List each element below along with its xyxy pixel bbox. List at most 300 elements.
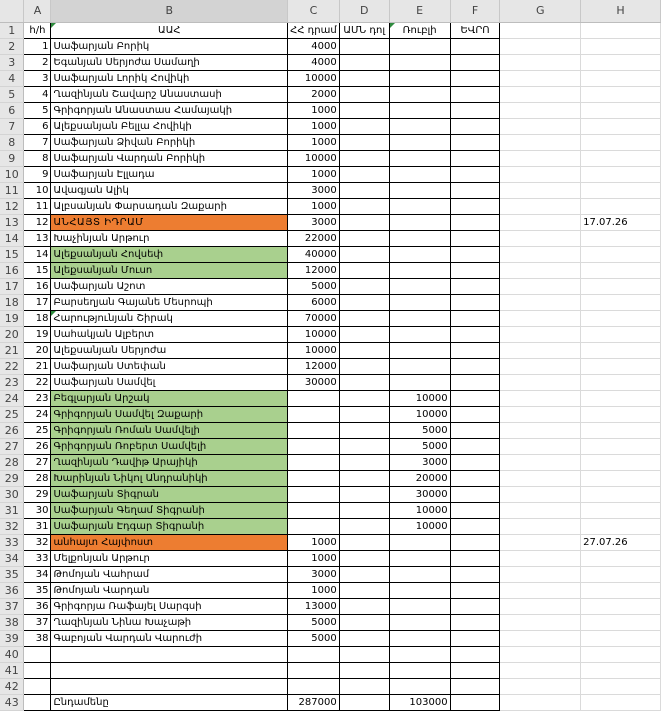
row-number[interactable]: 21 — [0, 342, 24, 358]
cell-eur[interactable] — [450, 54, 500, 70]
cell-date[interactable] — [581, 614, 661, 630]
cell-date[interactable] — [581, 278, 661, 294]
cell-name[interactable]: Բեգլարյան Արշակ — [51, 390, 288, 406]
row-number[interactable]: 13 — [0, 214, 24, 230]
cell-usd[interactable] — [339, 294, 389, 310]
cell-amd[interactable]: 22000 — [288, 230, 340, 246]
cell-date[interactable] — [581, 422, 661, 438]
cell[interactable] — [450, 678, 500, 694]
cell-amd[interactable] — [288, 502, 340, 518]
cell-amd[interactable]: 1000 — [288, 582, 340, 598]
cell-eur[interactable] — [450, 230, 500, 246]
cell-usd[interactable] — [339, 326, 389, 342]
cell-rub[interactable]: 10000 — [389, 502, 450, 518]
cell[interactable] — [500, 358, 581, 374]
cell-date[interactable] — [581, 134, 661, 150]
cell-usd[interactable] — [339, 454, 389, 470]
row-number[interactable]: 40 — [0, 646, 24, 662]
total-amd[interactable]: 287000 — [288, 694, 340, 710]
cell-name[interactable]: Ալեքսանյան Սերյոժա — [51, 342, 288, 358]
row-number[interactable]: 15 — [0, 246, 24, 262]
cell-rub[interactable] — [389, 214, 450, 230]
cell-usd[interactable] — [339, 342, 389, 358]
cell-rub[interactable] — [389, 310, 450, 326]
row-number[interactable]: 30 — [0, 486, 24, 502]
cell-amd[interactable]: 70000 — [288, 310, 340, 326]
row-number[interactable]: 34 — [0, 550, 24, 566]
cell[interactable] — [500, 550, 581, 566]
cell-rub[interactable]: 10000 — [389, 406, 450, 422]
row-number[interactable]: 19 — [0, 310, 24, 326]
column-header-b[interactable]: B — [51, 0, 288, 22]
cell[interactable] — [500, 470, 581, 486]
cell[interactable] — [581, 694, 661, 710]
cell-usd[interactable] — [339, 582, 389, 598]
cell-name[interactable]: Սահակյան Ալբերտ — [51, 326, 288, 342]
cell-eur[interactable] — [450, 550, 500, 566]
cell[interactable] — [500, 406, 581, 422]
cell[interactable] — [24, 646, 51, 662]
cell-number[interactable]: 4 — [24, 86, 51, 102]
cell-number[interactable]: 28 — [24, 470, 51, 486]
row-number[interactable]: 36 — [0, 582, 24, 598]
cell[interactable] — [288, 662, 340, 678]
cell-name[interactable]: Սաֆարյան Սամվել — [51, 374, 288, 390]
cell[interactable] — [500, 582, 581, 598]
cell-amd[interactable]: 10000 — [288, 150, 340, 166]
cell-date[interactable] — [581, 358, 661, 374]
cell-name[interactable]: Թոմոյան Վահրամ — [51, 566, 288, 582]
cell[interactable] — [500, 326, 581, 342]
cell-name[interactable]: Թոմոյան Վարդան — [51, 582, 288, 598]
cell-number[interactable]: 16 — [24, 278, 51, 294]
cell-amd[interactable]: 12000 — [288, 358, 340, 374]
cell-date[interactable] — [581, 502, 661, 518]
cell-rub[interactable] — [389, 54, 450, 70]
cell-usd[interactable] — [339, 86, 389, 102]
cell-amd[interactable]: 10000 — [288, 342, 340, 358]
cell-name[interactable]: Խարինյան Նիկոլ Անդրանիկի — [51, 470, 288, 486]
header-cell-name[interactable]: ԱԱՀ — [51, 22, 288, 38]
cell-name[interactable]: Ալեքսանյան Հովսեփ — [51, 246, 288, 262]
column-header-c[interactable]: C — [288, 0, 340, 22]
cell[interactable] — [500, 150, 581, 166]
cell-number[interactable]: 5 — [24, 102, 51, 118]
row-number[interactable]: 24 — [0, 390, 24, 406]
cell-date[interactable] — [581, 230, 661, 246]
cell-number[interactable]: 25 — [24, 422, 51, 438]
cell[interactable] — [500, 38, 581, 54]
cell-date[interactable]: 27.07.26 — [581, 534, 661, 550]
row-number[interactable]: 3 — [0, 54, 24, 70]
column-header-f[interactable]: F — [450, 0, 500, 22]
cell-name[interactable]: Սաֆարյան Գեղամ Տիգրանի — [51, 502, 288, 518]
cell-eur[interactable] — [450, 502, 500, 518]
cell-amd[interactable] — [288, 454, 340, 470]
cell-date[interactable] — [581, 598, 661, 614]
cell-number[interactable]: 12 — [24, 214, 51, 230]
row-number[interactable]: 39 — [0, 630, 24, 646]
row-number[interactable]: 28 — [0, 454, 24, 470]
cell-rub[interactable] — [389, 198, 450, 214]
cell-usd[interactable] — [339, 118, 389, 134]
cell-number[interactable]: 17 — [24, 294, 51, 310]
cell[interactable] — [500, 422, 581, 438]
row-number[interactable]: 25 — [0, 406, 24, 422]
header-cell-amd[interactable]: ՀՀ դրամ — [288, 22, 340, 38]
cell-name[interactable]: Ավագյան Ալիկ — [51, 182, 288, 198]
row-number[interactable]: 35 — [0, 566, 24, 582]
cell-number[interactable]: 10 — [24, 182, 51, 198]
cell-rub[interactable] — [389, 614, 450, 630]
cell-name[interactable]: ԱՆՀԱՅՏ ԻԴՐԱՄ — [51, 214, 288, 230]
column-header-e[interactable]: E — [389, 0, 450, 22]
cell-usd[interactable] — [339, 486, 389, 502]
cell-date[interactable] — [581, 86, 661, 102]
cell-name[interactable]: Սաֆարյան Էդգար Տիգրանի — [51, 518, 288, 534]
cell-amd[interactable] — [288, 486, 340, 502]
cell-eur[interactable] — [450, 214, 500, 230]
cell-amd[interactable] — [288, 390, 340, 406]
cell-name[interactable]: Սաֆարյան Ստեփան — [51, 358, 288, 374]
cell-date[interactable] — [581, 70, 661, 86]
cell[interactable] — [339, 678, 389, 694]
cell-date[interactable] — [581, 550, 661, 566]
cell-usd[interactable] — [339, 550, 389, 566]
cell-usd[interactable] — [339, 278, 389, 294]
cell-eur[interactable] — [450, 614, 500, 630]
cell[interactable] — [500, 374, 581, 390]
cell-eur[interactable] — [450, 262, 500, 278]
cell-rub[interactable]: 5000 — [389, 422, 450, 438]
cell-name[interactable]: Ալբսանյան Փարսադան Զաքարի — [51, 198, 288, 214]
cell-rub[interactable]: 30000 — [389, 486, 450, 502]
cell-rub[interactable] — [389, 166, 450, 182]
cell-amd[interactable]: 3000 — [288, 182, 340, 198]
cell-date[interactable] — [581, 54, 661, 70]
cell-rub[interactable] — [389, 566, 450, 582]
cell[interactable] — [339, 694, 389, 710]
cell-eur[interactable] — [450, 358, 500, 374]
cell[interactable] — [51, 662, 288, 678]
cell[interactable] — [500, 614, 581, 630]
cell-usd[interactable] — [339, 214, 389, 230]
row-number[interactable]: 22 — [0, 358, 24, 374]
cell[interactable] — [389, 646, 450, 662]
cell-amd[interactable] — [288, 518, 340, 534]
cell[interactable] — [581, 662, 661, 678]
cell-number[interactable]: 24 — [24, 406, 51, 422]
cell-rub[interactable]: 20000 — [389, 470, 450, 486]
cell-rub[interactable] — [389, 246, 450, 262]
cell-name[interactable]: Գրիգորյան Ռոբերտ Սամվելի — [51, 438, 288, 454]
cell[interactable] — [500, 214, 581, 230]
cell-amd[interactable] — [288, 422, 340, 438]
cell-eur[interactable] — [450, 518, 500, 534]
cell[interactable] — [500, 534, 581, 550]
row-number[interactable]: 17 — [0, 278, 24, 294]
cell-number[interactable]: 26 — [24, 438, 51, 454]
cell-name[interactable]: Սաֆարյան Տիգրան — [51, 486, 288, 502]
cell-usd[interactable] — [339, 614, 389, 630]
cell[interactable] — [389, 662, 450, 678]
cell-date[interactable] — [581, 262, 661, 278]
cell[interactable] — [288, 678, 340, 694]
cell-name[interactable]: Հարությունյան Շիրակ — [51, 310, 288, 326]
cell-name[interactable]: Գաբոյան Վարդան Վարուժի — [51, 630, 288, 646]
cell[interactable] — [339, 662, 389, 678]
cell-amd[interactable] — [288, 406, 340, 422]
cell-number[interactable]: 9 — [24, 166, 51, 182]
cell-date[interactable] — [581, 246, 661, 262]
cell-amd[interactable]: 1000 — [288, 102, 340, 118]
cell-usd[interactable] — [339, 358, 389, 374]
cell-amd[interactable]: 6000 — [288, 294, 340, 310]
cell[interactable] — [389, 678, 450, 694]
cell[interactable] — [24, 694, 51, 710]
column-header-d[interactable]: D — [339, 0, 389, 22]
cell-rub[interactable] — [389, 598, 450, 614]
cell-name[interactable]: Ալեքսանյան Մուսո — [51, 262, 288, 278]
cell-rub[interactable] — [389, 118, 450, 134]
cell-number[interactable]: 18 — [24, 310, 51, 326]
cell[interactable] — [500, 102, 581, 118]
cell-amd[interactable] — [288, 470, 340, 486]
cell[interactable] — [500, 294, 581, 310]
cell-name[interactable]: Ղազինյան Շավարշ Անաստասի — [51, 86, 288, 102]
cell-eur[interactable] — [450, 38, 500, 54]
row-number[interactable]: 38 — [0, 614, 24, 630]
total-label[interactable]: Ընդամենը — [51, 694, 288, 710]
cell-date[interactable] — [581, 118, 661, 134]
row-number[interactable]: 18 — [0, 294, 24, 310]
cell-date[interactable] — [581, 342, 661, 358]
cell-date[interactable] — [581, 38, 661, 54]
cell-usd[interactable] — [339, 630, 389, 646]
cell-number[interactable]: 37 — [24, 614, 51, 630]
cell-eur[interactable] — [450, 598, 500, 614]
cell-date[interactable] — [581, 390, 661, 406]
cell-usd[interactable] — [339, 390, 389, 406]
cell-usd[interactable] — [339, 70, 389, 86]
cell-number[interactable]: 27 — [24, 454, 51, 470]
cell[interactable] — [500, 230, 581, 246]
cell-rub[interactable] — [389, 262, 450, 278]
cell-eur[interactable] — [450, 454, 500, 470]
cell-amd[interactable]: 1000 — [288, 550, 340, 566]
column-header-a[interactable]: A — [24, 0, 51, 22]
cell-date[interactable] — [581, 182, 661, 198]
row-number[interactable]: 12 — [0, 198, 24, 214]
cell-name[interactable]: Ղազինյան Նինա Խաչաթի — [51, 614, 288, 630]
cell-usd[interactable] — [339, 566, 389, 582]
cell-usd[interactable] — [339, 598, 389, 614]
header-cell-usd[interactable]: ԱՄՆ դոլ — [339, 22, 389, 38]
cell-usd[interactable] — [339, 198, 389, 214]
cell-eur[interactable] — [450, 390, 500, 406]
cell-usd[interactable] — [339, 518, 389, 534]
cell-rub[interactable] — [389, 534, 450, 550]
row-number[interactable]: 5 — [0, 86, 24, 102]
cell-date[interactable] — [581, 326, 661, 342]
cell[interactable] — [450, 646, 500, 662]
cell-date[interactable] — [581, 470, 661, 486]
row-number[interactable]: 4 — [0, 70, 24, 86]
cell[interactable] — [500, 662, 581, 678]
cell-usd[interactable] — [339, 150, 389, 166]
cell-rub[interactable] — [389, 134, 450, 150]
row-number[interactable]: 7 — [0, 118, 24, 134]
cell-number[interactable]: 15 — [24, 262, 51, 278]
cell-amd[interactable]: 4000 — [288, 54, 340, 70]
cell-usd[interactable] — [339, 502, 389, 518]
cell[interactable] — [500, 646, 581, 662]
cell-number[interactable]: 21 — [24, 358, 51, 374]
cell-usd[interactable] — [339, 246, 389, 262]
cell-number[interactable]: 7 — [24, 134, 51, 150]
cell-number[interactable]: 35 — [24, 582, 51, 598]
cell-amd[interactable]: 12000 — [288, 262, 340, 278]
cell-name[interactable]: Եգանյան Սերյոժա Սամաղի — [51, 54, 288, 70]
cell-eur[interactable] — [450, 182, 500, 198]
cell-number[interactable]: 33 — [24, 550, 51, 566]
cell-date[interactable]: 17.07.26 — [581, 214, 661, 230]
row-number[interactable]: 31 — [0, 502, 24, 518]
cell-amd[interactable]: 4000 — [288, 38, 340, 54]
cell-eur[interactable] — [450, 406, 500, 422]
header-cell-eur[interactable]: ԵՎՐՈ — [450, 22, 500, 38]
cell-number[interactable]: 29 — [24, 486, 51, 502]
row-number[interactable]: 33 — [0, 534, 24, 550]
cell-usd[interactable] — [339, 438, 389, 454]
cell-date[interactable] — [581, 486, 661, 502]
cell-eur[interactable] — [450, 150, 500, 166]
row-number[interactable]: 20 — [0, 326, 24, 342]
cell[interactable] — [500, 278, 581, 294]
header-cell-nn[interactable]: h/h — [24, 22, 51, 38]
cell[interactable] — [500, 70, 581, 86]
cell-eur[interactable] — [450, 294, 500, 310]
cell-number[interactable]: 30 — [24, 502, 51, 518]
cell[interactable] — [500, 694, 581, 710]
cell-rub[interactable] — [389, 182, 450, 198]
cell-amd[interactable]: 3000 — [288, 566, 340, 582]
row-number[interactable]: 8 — [0, 134, 24, 150]
cell-amd[interactable]: 13000 — [288, 598, 340, 614]
cell[interactable] — [581, 678, 661, 694]
select-all-corner[interactable] — [0, 0, 24, 22]
row-number[interactable]: 41 — [0, 662, 24, 678]
cell[interactable] — [24, 662, 51, 678]
cell-amd[interactable]: 5000 — [288, 614, 340, 630]
cell-name[interactable]: Սաֆարյան Վարդան Բորիկի — [51, 150, 288, 166]
cell-rub[interactable] — [389, 278, 450, 294]
cell-name[interactable]: Ղազինյան Դավիթ Արայիկի — [51, 454, 288, 470]
cell[interactable] — [288, 646, 340, 662]
cell[interactable] — [500, 598, 581, 614]
cell-usd[interactable] — [339, 134, 389, 150]
cell-date[interactable] — [581, 150, 661, 166]
cell-date[interactable] — [581, 166, 661, 182]
cell[interactable] — [500, 390, 581, 406]
cell-date[interactable] — [581, 438, 661, 454]
cell-amd[interactable]: 1000 — [288, 134, 340, 150]
cell-number[interactable]: 22 — [24, 374, 51, 390]
cell-eur[interactable] — [450, 374, 500, 390]
row-number[interactable]: 32 — [0, 518, 24, 534]
cell[interactable] — [500, 118, 581, 134]
cell-name[interactable]: Մելքոնյան Արթուր — [51, 550, 288, 566]
row-number[interactable]: 6 — [0, 102, 24, 118]
cell-name[interactable]: Սաֆարյան Լորիկ Հովիկի — [51, 70, 288, 86]
cell-rub[interactable] — [389, 150, 450, 166]
cell-number[interactable]: 14 — [24, 246, 51, 262]
cell-name[interactable]: Գրիգորյան Ռոման Սամվելի — [51, 422, 288, 438]
cell[interactable] — [500, 630, 581, 646]
cell-amd[interactable]: 1000 — [288, 166, 340, 182]
cell-rub[interactable] — [389, 86, 450, 102]
cell-date[interactable] — [581, 198, 661, 214]
cell-eur[interactable] — [450, 118, 500, 134]
cell-number[interactable]: 23 — [24, 390, 51, 406]
cell-number[interactable]: 32 — [24, 534, 51, 550]
cell-number[interactable]: 20 — [24, 342, 51, 358]
cell-date[interactable] — [581, 310, 661, 326]
cell-number[interactable]: 11 — [24, 198, 51, 214]
cell-eur[interactable] — [450, 342, 500, 358]
cell-usd[interactable] — [339, 166, 389, 182]
cell-eur[interactable] — [450, 102, 500, 118]
cell[interactable] — [500, 454, 581, 470]
cell[interactable] — [581, 646, 661, 662]
cell-rub[interactable] — [389, 374, 450, 390]
cell-rub[interactable]: 5000 — [389, 438, 450, 454]
cell-rub[interactable] — [389, 294, 450, 310]
row-number[interactable]: 9 — [0, 150, 24, 166]
total-rub[interactable]: 103000 — [389, 694, 450, 710]
row-number[interactable]: 11 — [0, 182, 24, 198]
cell-rub[interactable] — [389, 230, 450, 246]
cell-rub[interactable] — [389, 550, 450, 566]
cell-amd[interactable]: 5000 — [288, 630, 340, 646]
cell-rub[interactable] — [389, 342, 450, 358]
row-number[interactable]: 37 — [0, 598, 24, 614]
cell[interactable] — [51, 646, 288, 662]
cell-amd[interactable]: 10000 — [288, 70, 340, 86]
cell-date[interactable] — [581, 406, 661, 422]
cell-eur[interactable] — [450, 166, 500, 182]
cell-amd[interactable]: 40000 — [288, 246, 340, 262]
cell-name[interactable]: Ալեքսանյան Բելլա Հովիկի — [51, 118, 288, 134]
cell-number[interactable]: 1 — [24, 38, 51, 54]
cell-name[interactable]: Սաֆարյան Էլլադա — [51, 166, 288, 182]
cell-name[interactable]: Գրիգորյան Անաստաս Համայակի — [51, 102, 288, 118]
cell-usd[interactable] — [339, 406, 389, 422]
cell-usd[interactable] — [339, 422, 389, 438]
row-number[interactable]: 26 — [0, 422, 24, 438]
cell-name[interactable]: Սաֆարյան Բորիկ — [51, 38, 288, 54]
cell-eur[interactable] — [450, 70, 500, 86]
cell[interactable] — [500, 182, 581, 198]
cell[interactable] — [500, 166, 581, 182]
cell[interactable] — [500, 566, 581, 582]
cell-eur[interactable] — [450, 134, 500, 150]
cell-name[interactable]: Սաֆարյան Ձիվան Բորիկի — [51, 134, 288, 150]
cell-eur[interactable] — [450, 566, 500, 582]
cell-number[interactable]: 8 — [24, 150, 51, 166]
cell-name[interactable]: Գրիգորյա Ռաֆայել Սարգսի — [51, 598, 288, 614]
row-number[interactable]: 43 — [0, 694, 24, 710]
